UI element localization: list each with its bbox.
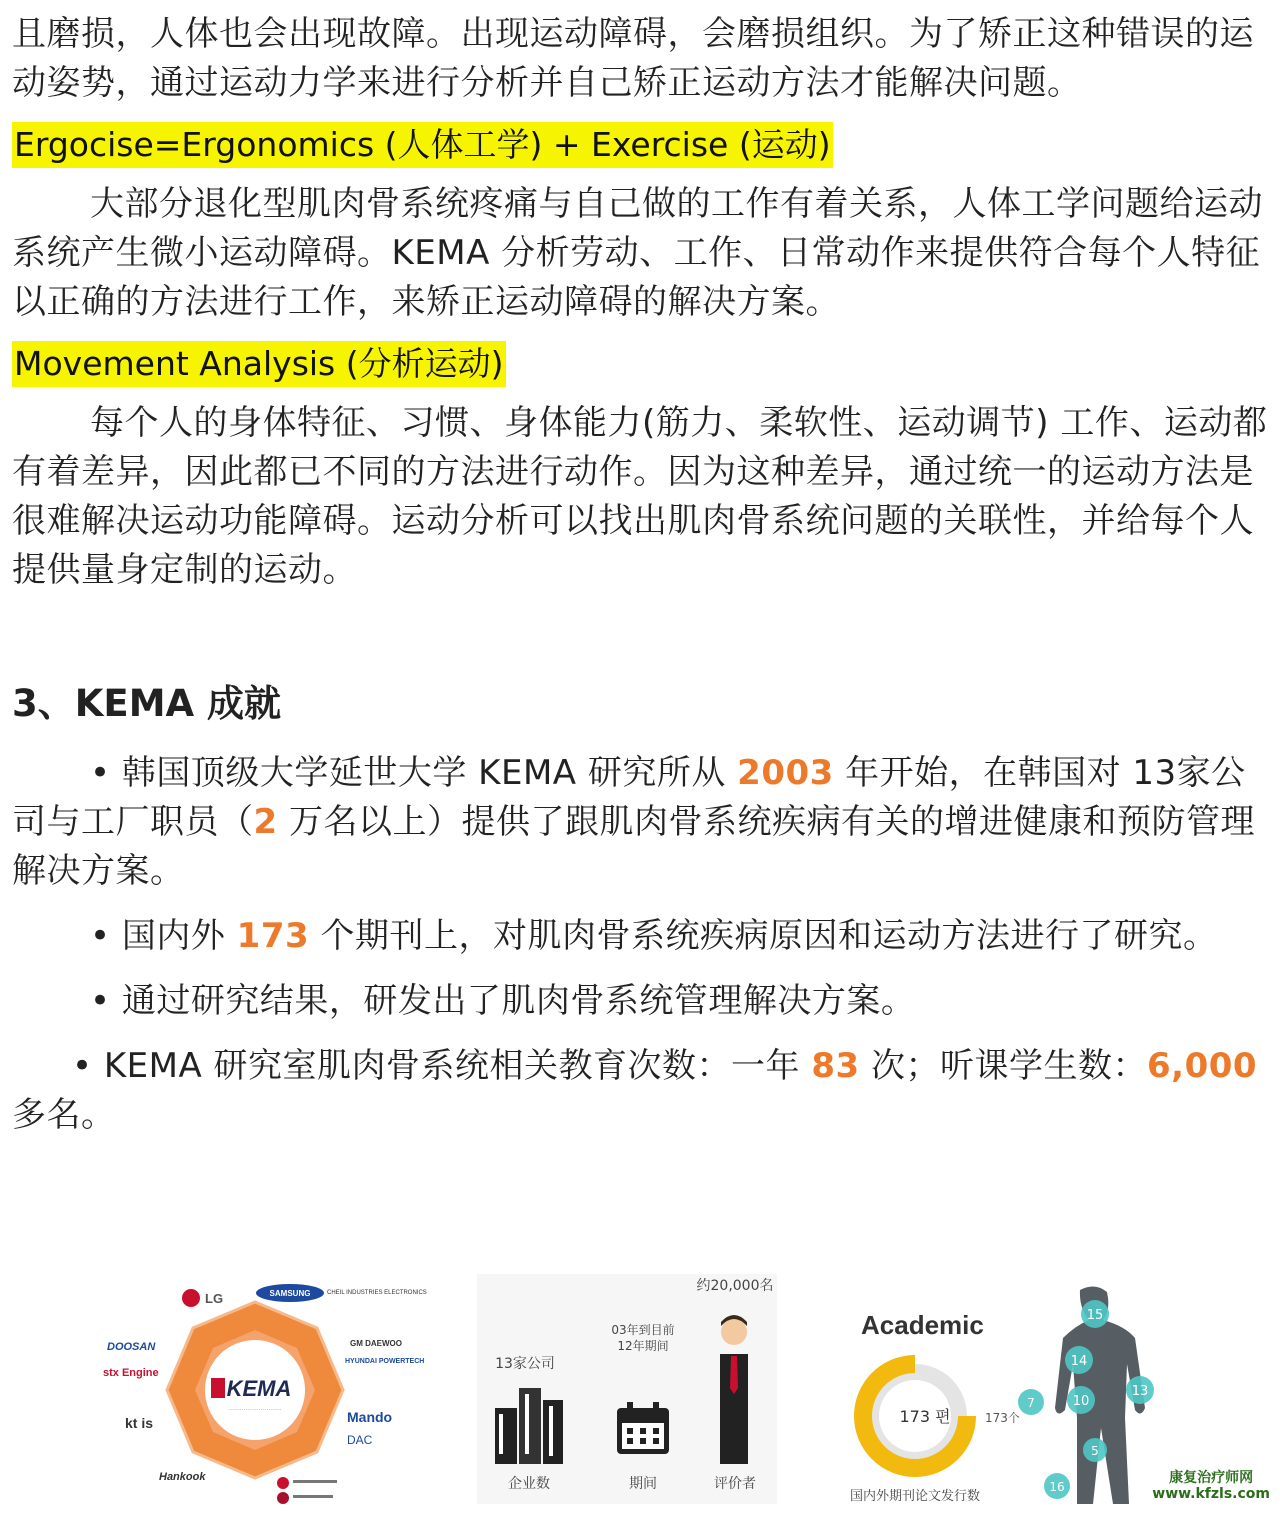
stat-companies-value: 13家公司: [495, 1356, 555, 1372]
stat-period-label: 期间: [629, 1476, 657, 1492]
businessman-icon: [720, 1315, 748, 1464]
body-number: 15: [1086, 1308, 1104, 1323]
kema-logo-text: KEMA: [226, 1376, 292, 1401]
watermark-title: 康复治疗师网: [1169, 1470, 1254, 1486]
paragraph-intro: 且磨损，人体也会出现故障。出现运动障碍，会磨损组织。为了矫正这种错误的运动姿势，通过运动力学来进行分析并自己矫正运动方法才能解决问题。: [12, 14, 1254, 103]
body-number: 10: [1072, 1394, 1090, 1409]
samsung-logo-text: SAMSUNG: [269, 1289, 311, 1298]
stat-period-value: 03年到目前: [611, 1323, 675, 1337]
mando-logo-text: Mando: [347, 1409, 393, 1425]
body-number: 7: [1027, 1396, 1035, 1410]
lg-logo-icon: [182, 1289, 200, 1307]
lg-logo-text: LG: [205, 1291, 224, 1306]
stat-companies-label: 企业数: [508, 1476, 550, 1492]
hyundai-logo-text: HYUNDAI POWERTECH: [345, 1358, 425, 1365]
academic-title: Academic: [861, 1310, 984, 1340]
bullet-education: • KEMA 研究室肌肉骨系统相关教育次数：一年 83 次；听课学生数：6,000 多名。: [12, 1046, 1258, 1135]
gm-daewoo-logo-text: GM DAEWOO: [350, 1339, 402, 1348]
body-figure: [1018, 1286, 1154, 1504]
university-seal-icon-2: [277, 1492, 289, 1504]
paragraph-movement-analysis: 每个人的身体特征、习惯、身体能力(筋力、柔软性、运动调节) 工作、运动都有着差异，因此都已不同的方法进行动作。因为这种差异，通过统一的运动方法是很难解决运动功能障碍。运动分析可以找出肌肉骨系统问题的关联性，并给每个人提供量身定制的运动。: [12, 403, 1268, 590]
university-seal-icon: [277, 1477, 289, 1489]
bullet-yonsei: • 韩国顶级大学延世大学 KEMA 研究所从 2003 年开始，在韩国对 13家公司与工厂职员（2 万名以上）提供了跟肌肉骨系统疾病有关的增进健康和预防管理解决方案。: [12, 753, 1255, 891]
cheil-logo-text: CHEIL INDUSTRIES ELECTRONICS: [327, 1290, 427, 1296]
stx-logo-text: stx Engine: [103, 1367, 159, 1379]
kt-logo-text: kt is: [125, 1415, 154, 1431]
academic-panel: [850, 1310, 1020, 1504]
kema-achievement-infographic: [95, 1268, 1195, 1508]
body-number: 16: [1049, 1480, 1065, 1494]
partner-logo-panel: [103, 1284, 427, 1504]
stat-people-label: 评价者: [714, 1476, 756, 1492]
bullet-solution: • 通过研究结果，研发出了肌肉骨系统管理解决方案。: [90, 981, 916, 1021]
stats-panel: [477, 1274, 777, 1504]
svg-text:............................: ............................: [228, 1405, 282, 1412]
highlight-heading-movement-analysis: Movement Analysis (分析运动): [12, 341, 506, 387]
academic-caption: 国内外期刊论文发行数: [849, 1489, 981, 1504]
stat-period-years: 12年期间: [617, 1339, 669, 1353]
academic-side-value: 173个: [985, 1411, 1020, 1425]
article-body: [12, 10, 1268, 1140]
site-watermark: [1152, 1470, 1270, 1502]
paragraph-ergocise: 大部分退化型肌肉骨系统疼痛与自己做的工作有着关系，人体工学问题给运动系统产生微小运动障碍。KEMA 分析劳动、工作、日常动作来提供符合每个人特征以正确的方法进行工作，来矫正运动障碍的解决方案。: [12, 184, 1263, 322]
academic-center-value: 173 편: [899, 1407, 951, 1426]
calendar-icon: [617, 1402, 669, 1454]
body-number: 5: [1091, 1444, 1099, 1458]
section-title: 3、KEMA 成就: [12, 682, 282, 725]
doosan-logo-text: DOOSAN: [107, 1341, 156, 1353]
highlight-heading-ergocise: Ergocise=Ergonomics (人体工学) + Exercise (运动): [12, 122, 833, 168]
body-number: 13: [1131, 1384, 1149, 1399]
bullet-journals: • 国内外 173 个期刊上，对肌肉骨系统疾病原因和运动方法进行了研究。: [90, 916, 1218, 956]
body-number: 14: [1070, 1354, 1088, 1369]
dac-logo-text: DAC: [347, 1433, 373, 1447]
hankook-logo-text: Hankook: [159, 1471, 206, 1483]
stat-people-value: 约20,000名: [696, 1278, 774, 1294]
watermark-url: www.kfzls.com: [1152, 1486, 1270, 1502]
